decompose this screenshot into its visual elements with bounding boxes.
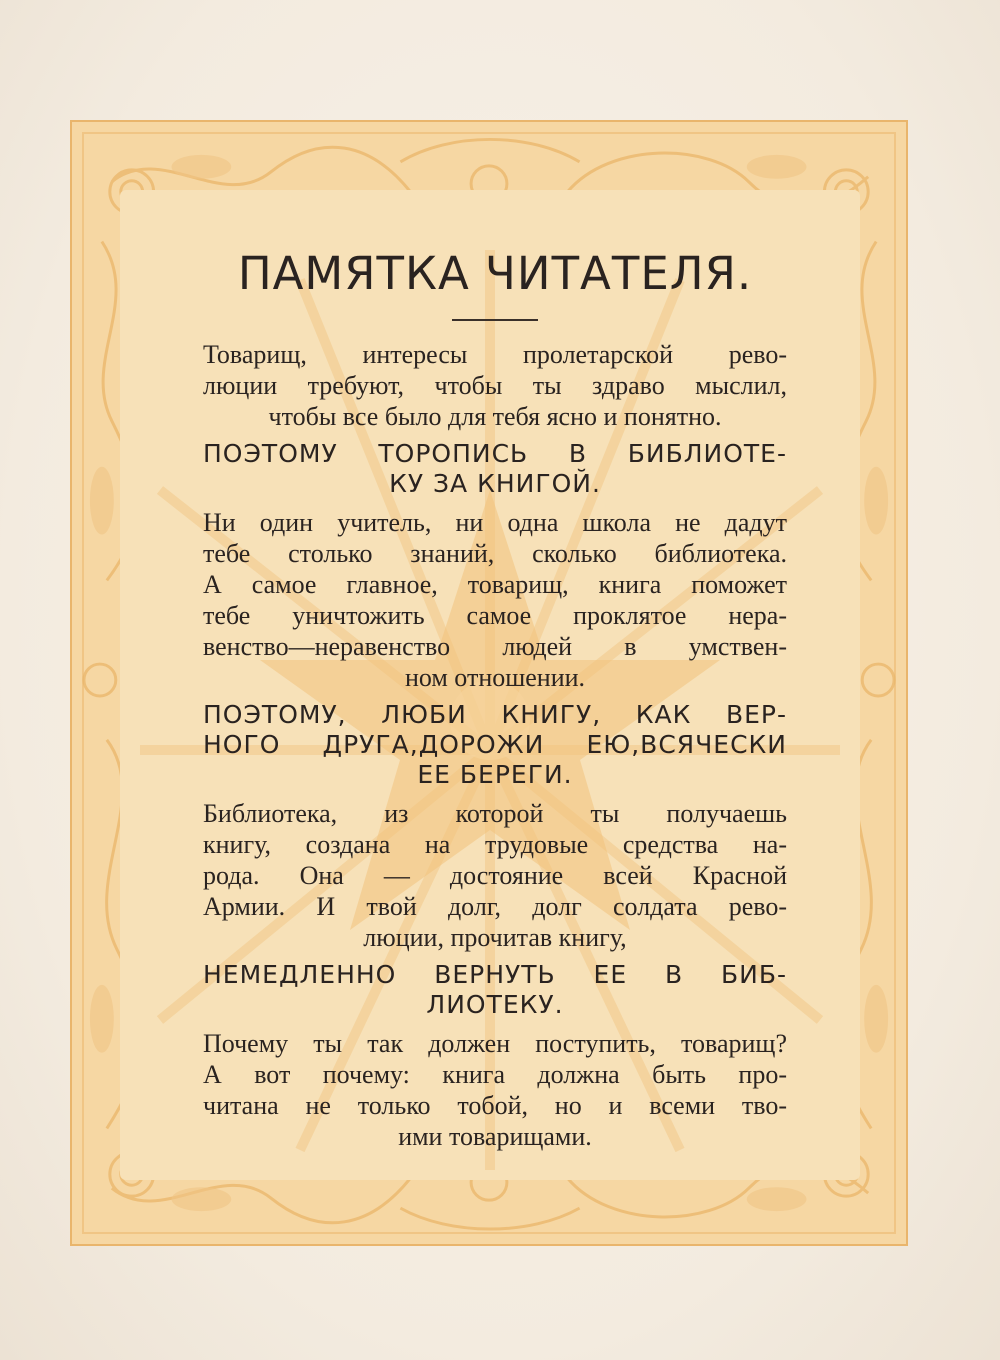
title-divider	[452, 319, 538, 321]
text-line: рода. Она — достояние всей Красной	[203, 861, 787, 891]
emphasis-paragraph	[203, 700, 787, 790]
text-line: ПОЭТОМУ ТОРОПИСЬ В БИБЛИОТЕ-	[203, 439, 787, 469]
text-line: Ни один учитель, ни одна школа не дадут	[203, 508, 787, 538]
text-line: читана не только тобой, но и всеми тво-	[203, 1091, 787, 1121]
text-line: ном отношении.	[404, 663, 586, 693]
page-title: ПАМЯТКА ЧИТАТЕЛЯ.	[237, 247, 753, 300]
text-line: НОГО ДРУГА,ДОРОЖИ ЕЮ,ВСЯЧЕСКИ	[203, 730, 787, 760]
text-line: тебе столько знаний, сколько библиотека.	[203, 539, 787, 569]
text-line: КУ ЗА КНИГОЙ.	[389, 469, 601, 499]
text-line: ими товарищами.	[398, 1122, 592, 1152]
body-paragraph	[203, 798, 787, 953]
text-line: ПОЭТОМУ, ЛЮБИ КНИГУ, КАК ВЕР-	[203, 700, 787, 730]
text-line: ЕЕ БЕРЕГИ.	[417, 760, 573, 790]
text-line: А самое главное, товарищ, книга поможет	[203, 570, 787, 600]
emphasis-paragraph	[203, 960, 787, 1020]
text-line: книгу, создана на трудовые средства на-	[203, 830, 787, 860]
body-paragraph	[203, 339, 787, 432]
text-line: А вот почему: книга должна быть про-	[203, 1060, 787, 1090]
text-line: Армии. И твой долг, долг солдата рево-	[203, 892, 787, 922]
body-paragraph	[203, 1028, 787, 1152]
memo-body	[203, 339, 787, 1152]
text-line: венство—неравенство людей в умствен-	[203, 632, 787, 662]
text-line: НЕМЕДЛЕННО ВЕРНУТЬ ЕЕ В БИБ-	[203, 960, 787, 990]
text-line: тебе уничтожить самое проклятое нера-	[203, 601, 787, 631]
text-line: Библиотека, из которой ты получаешь	[203, 799, 787, 829]
text-line: ЛИОТЕКУ.	[426, 990, 564, 1020]
text-line: Почему ты так должен поступить, товарищ?	[203, 1029, 787, 1059]
emphasis-paragraph	[203, 439, 787, 499]
text-line: люции требуют, чтобы ты здраво мыслил,	[203, 371, 787, 401]
body-paragraph	[203, 507, 787, 693]
text-line: Товарищ, интересы пролетарской рево-	[203, 340, 787, 370]
text-line: чтобы все было для тебя ясно и понятно.	[268, 402, 722, 432]
text-line: люции, прочитав книгу,	[363, 923, 627, 953]
reader-memo-text	[203, 247, 787, 1152]
